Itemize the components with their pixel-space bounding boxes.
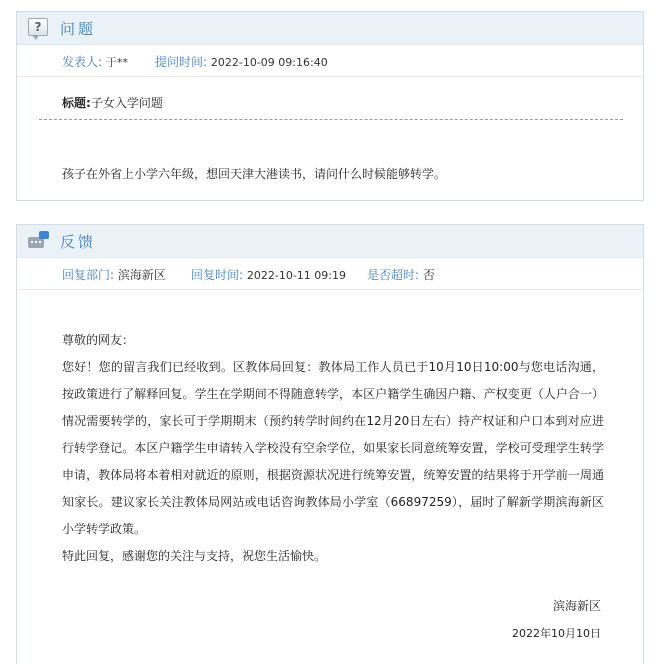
feedback-meta — [17, 258, 643, 290]
reply-closing: 特此回复，感谢您的关注与支持，祝您生活愉快。 — [62, 549, 327, 563]
author-value: 于** — [105, 56, 128, 69]
reply-content: 您好！您的留言我们已经收到。区教体局回复：教体局工作人员已于10月10日10:00与您电话沟通，按政策进行了解释回复。学生在学期间不得随意转学，本区户籍学生确因户籍、产权变更（人户合一）情况需要转学的，家长可于学期期末（预约转学时间约在12月20日左右）持产权证和户口本到对应进行转学登记。本区户籍学生申请转入学校没有空余学位，如果家长同意统筹安置，学校可受理学生转学申请，教体局将本着相对就近的原则，根据资源状况进行统筹安置，统筹安置的结果将于开学前一周通知家长。建议家长关注教体局网站或电话咨询教体局小学室（66897259），届时了解新学期滨海新区小学转学政策。 — [62, 360, 604, 536]
reply-body — [62, 327, 604, 570]
question-meta — [17, 45, 643, 77]
dept-field — [62, 266, 166, 283]
dashed-divider — [39, 119, 623, 120]
dept-label: 回复部门: — [62, 268, 115, 282]
reply-greeting: 尊敬的网友： — [62, 333, 135, 347]
feedback-header-title: 反馈 — [60, 233, 97, 251]
dept-value: 滨海新区 — [117, 268, 166, 282]
chat-bubbles-icon — [28, 231, 50, 251]
reply-time-field — [191, 266, 346, 283]
author-field — [62, 53, 128, 70]
feedback-header — [17, 225, 643, 258]
overdue-field — [367, 266, 435, 283]
reply-time-value: 2022-10-11 09:19 — [246, 269, 346, 282]
ask-time-value: 2022-10-09 09:16:40 — [210, 56, 328, 69]
signature-unit: 滨海新区 — [552, 599, 601, 613]
title-value: 子女入学问题 — [90, 96, 163, 110]
overdue-label: 是否超时: — [367, 268, 420, 282]
ask-time-label: 提问时间: — [155, 55, 208, 69]
signature-date: 2022年10月10日 — [512, 627, 601, 640]
feedback-panel — [16, 224, 644, 664]
question-bubble-icon: ? — [28, 18, 48, 36]
question-header — [17, 12, 643, 45]
question-title — [62, 94, 163, 111]
author-label: 发表人: — [62, 55, 103, 69]
question-content: 孩子在外省上小学六年级，想回天津大港读书，请问什么时候能够转学。 — [62, 167, 447, 181]
question-panel — [16, 11, 644, 201]
title-label: 标题: — [62, 96, 91, 110]
ask-time-field — [155, 53, 328, 70]
question-header-title: 问题 — [60, 20, 97, 38]
overdue-value: 否 — [422, 268, 435, 282]
reply-time-label: 回复时间: — [191, 268, 244, 282]
